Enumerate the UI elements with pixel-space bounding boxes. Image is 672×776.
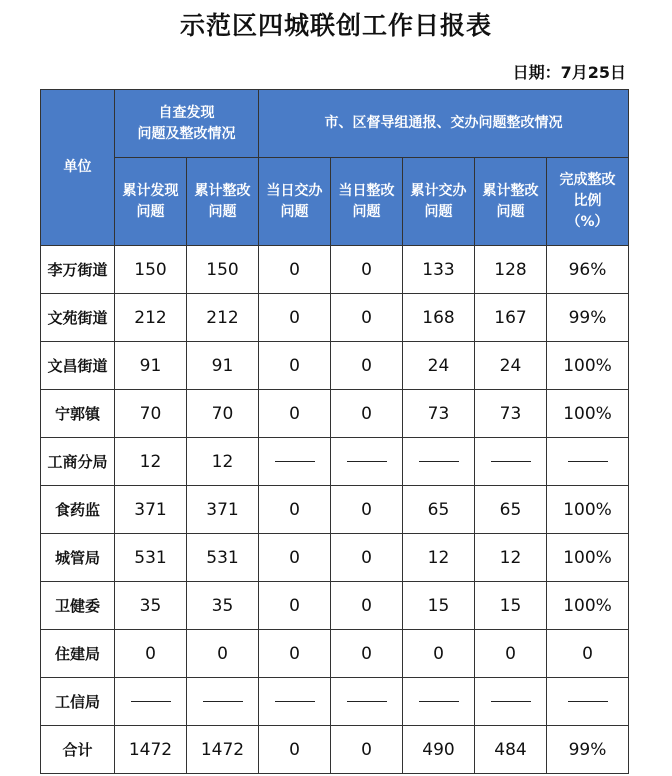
cell-unit: 文昌街道 [41, 342, 115, 390]
cell-total-assigned: 65 [403, 486, 475, 534]
cell-unit: 李万街道 [41, 246, 115, 294]
cell-day-assigned: 0 [259, 534, 331, 582]
cell-rate: 100% [547, 486, 629, 534]
dash-placeholder [275, 461, 315, 462]
cell-unit: 文苑街道 [41, 294, 115, 342]
cell-self-found: 150 [115, 246, 187, 294]
cell-day-fixed: 0 [331, 246, 403, 294]
header-day-fixed-line1: 当日整改 [338, 182, 395, 199]
cell-total-fixed [475, 438, 547, 486]
cell-total-fixed: 73 [475, 390, 547, 438]
cell-day-assigned: 0 [259, 342, 331, 390]
header-self-fixed [187, 158, 259, 246]
cell-total-fixed: 0 [475, 630, 547, 678]
cell-self-fixed: 0 [187, 630, 259, 678]
cell-self-found: 212 [115, 294, 187, 342]
cell-day-assigned: 0 [259, 246, 331, 294]
dash-placeholder [275, 701, 315, 702]
cell-self-found: 1472 [115, 726, 187, 774]
cell-rate: 100% [547, 390, 629, 438]
cell-rate: 0 [547, 630, 629, 678]
cell-total-fixed: 15 [475, 582, 547, 630]
header-self-check-line1: 自查发现 [158, 104, 215, 121]
table-row [41, 726, 629, 774]
header-day-assigned-line2: 问题 [280, 203, 309, 220]
cell-day-fixed: 0 [331, 582, 403, 630]
table-header [41, 90, 629, 246]
cell-day-fixed: 0 [331, 534, 403, 582]
cell-total-fixed: 65 [475, 486, 547, 534]
cell-unit: 合计 [41, 726, 115, 774]
dash-placeholder [131, 701, 171, 702]
cell-rate: 96% [547, 246, 629, 294]
cell-rate: 99% [547, 294, 629, 342]
cell-day-fixed: 0 [331, 630, 403, 678]
header-self-found [115, 158, 187, 246]
cell-total-assigned: 168 [403, 294, 475, 342]
table-body [41, 246, 629, 774]
cell-total-assigned: 15 [403, 582, 475, 630]
header-self-found-line1: 累计发现 [122, 182, 179, 199]
table-row [41, 630, 629, 678]
header-total-fixed-line1: 累计整改 [482, 182, 539, 199]
cell-unit: 住建局 [41, 630, 115, 678]
cell-self-fixed: 70 [187, 390, 259, 438]
cell-day-fixed: 0 [331, 486, 403, 534]
header-self-check-group [115, 90, 259, 158]
daily-report-table [40, 89, 629, 774]
cell-day-fixed [331, 438, 403, 486]
report-date: 日期：7月25日 [512, 63, 626, 82]
dash-placeholder [568, 461, 608, 462]
dash-placeholder [491, 701, 531, 702]
cell-self-found [115, 678, 187, 726]
cell-day-assigned [259, 678, 331, 726]
cell-self-found: 91 [115, 342, 187, 390]
cell-self-found: 35 [115, 582, 187, 630]
cell-unit: 城管局 [41, 534, 115, 582]
report-title: 示范区四城联创工作日报表 [179, 11, 492, 40]
table-row [41, 486, 629, 534]
header-rate-line3: （%） [566, 214, 609, 230]
header-supervision-group: 市、区督导组通报、交办问题整改情况 [259, 90, 629, 158]
dash-placeholder [419, 701, 459, 702]
table-row [41, 246, 629, 294]
header-total-assigned [403, 158, 475, 246]
table-row [41, 582, 629, 630]
cell-self-found: 531 [115, 534, 187, 582]
cell-unit: 工信局 [41, 678, 115, 726]
cell-total-fixed [475, 678, 547, 726]
cell-total-assigned: 73 [403, 390, 475, 438]
dash-placeholder [419, 461, 459, 462]
dash-placeholder [347, 461, 387, 462]
cell-day-fixed: 0 [331, 726, 403, 774]
table-row [41, 342, 629, 390]
header-total-fixed [475, 158, 547, 246]
header-rate-line2: 比例 [573, 193, 602, 209]
cell-rate [547, 678, 629, 726]
cell-total-fixed: 24 [475, 342, 547, 390]
dash-placeholder [491, 461, 531, 462]
cell-self-found: 70 [115, 390, 187, 438]
cell-self-found: 371 [115, 486, 187, 534]
cell-unit: 食药监 [41, 486, 115, 534]
cell-day-assigned: 0 [259, 582, 331, 630]
cell-day-assigned: 0 [259, 726, 331, 774]
cell-total-assigned [403, 678, 475, 726]
cell-self-fixed: 91 [187, 342, 259, 390]
dash-placeholder [568, 701, 608, 702]
header-self-fixed-line1: 累计整改 [194, 182, 251, 199]
cell-rate: 100% [547, 534, 629, 582]
cell-day-assigned: 0 [259, 630, 331, 678]
header-day-assigned [259, 158, 331, 246]
table-row [41, 294, 629, 342]
cell-self-found: 0 [115, 630, 187, 678]
header-self-fixed-line2: 问题 [208, 203, 237, 220]
cell-self-fixed: 150 [187, 246, 259, 294]
cell-unit: 宁郭镇 [41, 390, 115, 438]
cell-self-fixed: 12 [187, 438, 259, 486]
dash-placeholder [203, 701, 243, 702]
cell-total-assigned [403, 438, 475, 486]
cell-day-fixed: 0 [331, 390, 403, 438]
cell-self-fixed: 371 [187, 486, 259, 534]
cell-day-fixed: 0 [331, 294, 403, 342]
cell-rate: 100% [547, 342, 629, 390]
header-total-fixed-line2: 问题 [496, 203, 525, 220]
header-unit: 单位 [41, 90, 115, 246]
cell-day-assigned: 0 [259, 390, 331, 438]
cell-rate [547, 438, 629, 486]
cell-self-fixed [187, 678, 259, 726]
cell-self-fixed: 531 [187, 534, 259, 582]
cell-day-fixed: 0 [331, 342, 403, 390]
cell-day-fixed [331, 678, 403, 726]
cell-total-fixed: 484 [475, 726, 547, 774]
cell-self-fixed: 212 [187, 294, 259, 342]
cell-total-assigned: 0 [403, 630, 475, 678]
header-day-fixed [331, 158, 403, 246]
header-self-check-line2: 问题及整改情况 [137, 125, 236, 142]
cell-self-found: 12 [115, 438, 187, 486]
cell-unit: 卫健委 [41, 582, 115, 630]
table-row [41, 438, 629, 486]
cell-day-assigned: 0 [259, 294, 331, 342]
header-day-assigned-line1: 当日交办 [266, 182, 323, 199]
table-row [41, 678, 629, 726]
cell-total-fixed: 12 [475, 534, 547, 582]
cell-rate: 99% [547, 726, 629, 774]
header-day-fixed-line2: 问题 [352, 203, 381, 220]
cell-unit: 工商分局 [41, 438, 115, 486]
header-total-assigned-line1: 累计交办 [410, 182, 467, 199]
cell-self-fixed: 35 [187, 582, 259, 630]
cell-day-assigned: 0 [259, 486, 331, 534]
cell-rate: 100% [547, 582, 629, 630]
header-completion-rate [547, 158, 629, 246]
cell-total-assigned: 24 [403, 342, 475, 390]
cell-day-assigned [259, 438, 331, 486]
cell-total-assigned: 133 [403, 246, 475, 294]
header-total-assigned-line2: 问题 [424, 203, 453, 220]
header-rate-line1: 完成整改 [559, 172, 616, 188]
header-self-found-line2: 问题 [136, 203, 165, 220]
cell-total-fixed: 128 [475, 246, 547, 294]
cell-self-fixed: 1472 [187, 726, 259, 774]
cell-total-assigned: 12 [403, 534, 475, 582]
table-row [41, 390, 629, 438]
cell-total-assigned: 490 [403, 726, 475, 774]
dash-placeholder [347, 701, 387, 702]
table-row [41, 534, 629, 582]
cell-total-fixed: 167 [475, 294, 547, 342]
